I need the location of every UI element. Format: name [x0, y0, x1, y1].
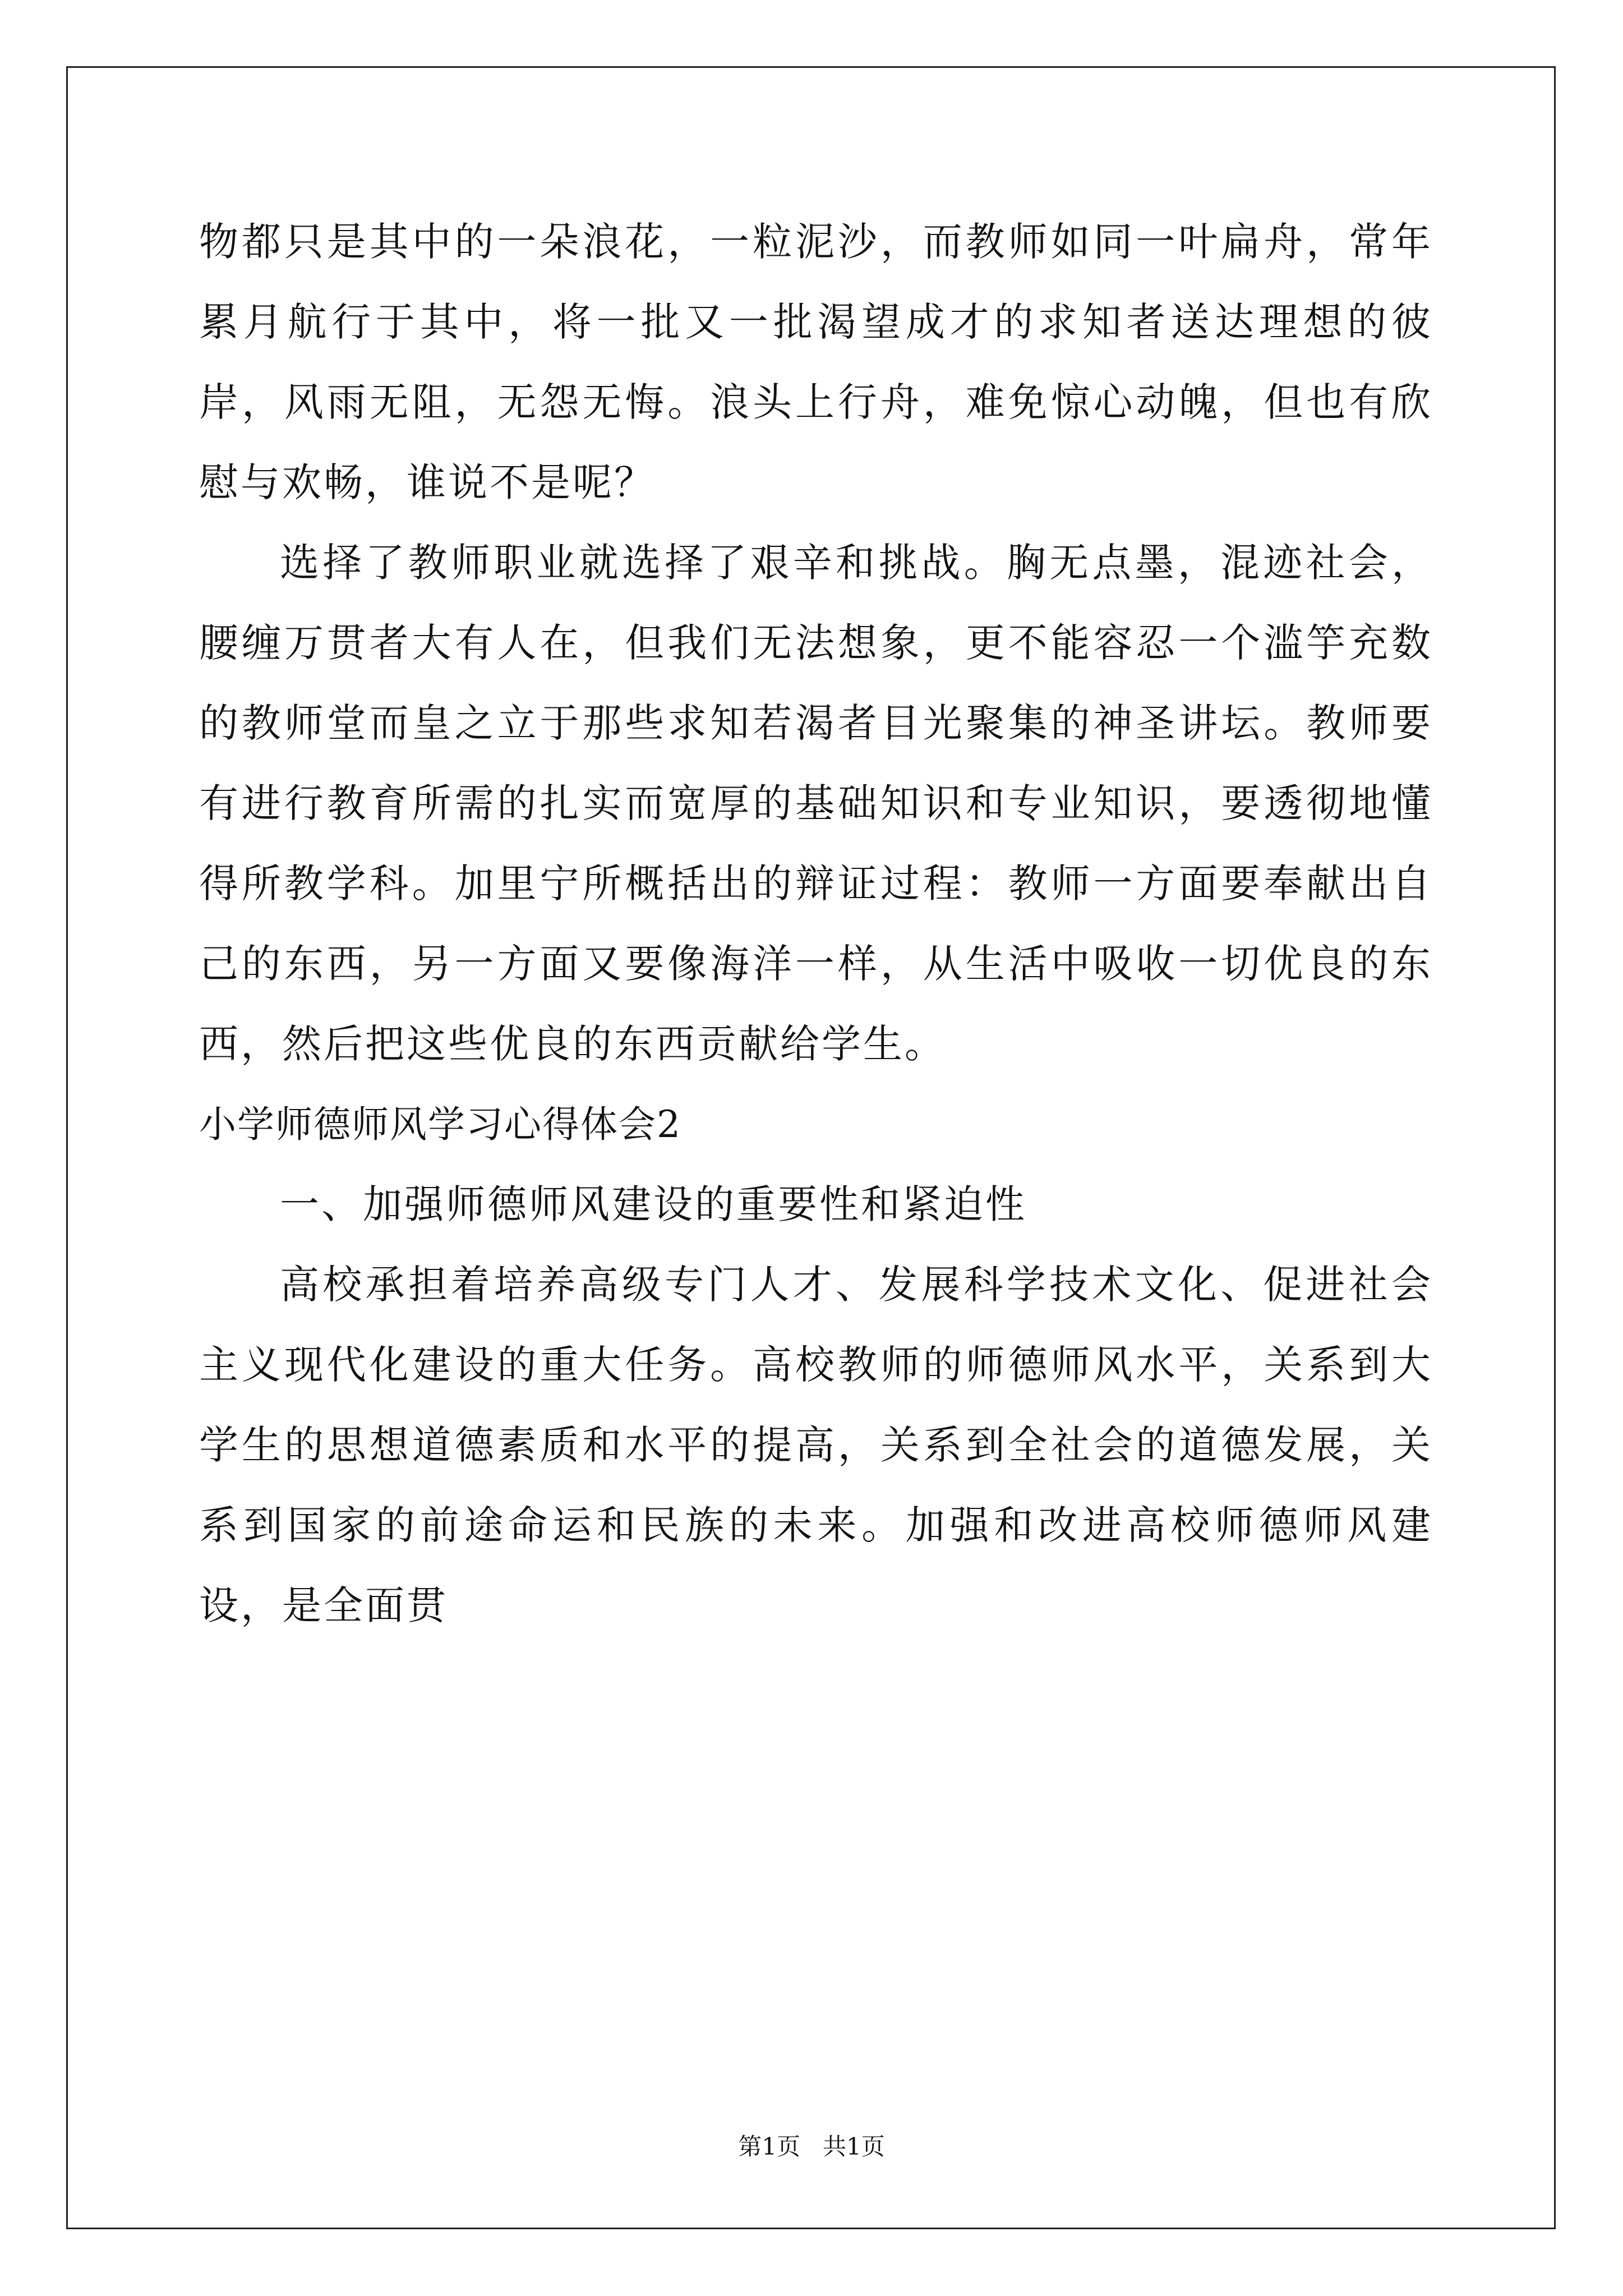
subsection-heading: 一、加强师德师风建设的重要性和紧迫性 — [280, 1181, 1027, 1227]
page-footer — [0, 2130, 1623, 2164]
page-number: 第1页 — [738, 2133, 800, 2160]
document-body — [199, 202, 1433, 1646]
page-total: 共1页 — [823, 2133, 885, 2160]
paragraph-1: 物都只是其中的一朵浪花，一粒泥沙，而教师如同一叶扁舟，常年累月航行于其中，将一批又一批渴望成才的求知者送达理想的彼岸，风雨无阻，无怨无悔。浪头上行舟，难免惊心动魄，但也有欣慰与欢畅，谁说不是呢？ — [199, 219, 1433, 505]
paragraph-2: 选择了教师职业就选择了艰辛和挑战。胸无点墨，混迹社会，腰缠万贯者大有人在，但我们无法想象，更不能容忍一个滥竽充数的教师堂而皇之立于那些求知若渴者目光聚集的神圣讲坛。教师要有进行教育所需的扎实而宽厚的基础知识和专业知识，要透彻地懂得所教学科。加里宁所概括出的辩证过程：教师一方面要奉献出自己的东西，另一方面又要像海洋一样，从生活中吸收一切优良的东西，然后把这些优良的东西贡献给学生。 — [199, 540, 1433, 1067]
section-title: 小学师德师风学习心得体会2 — [199, 1103, 681, 1146]
paragraph-3: 高校承担着培养高级专门人才、发展科学技术文化、促进社会主义现代化建设的重大任务。高校教师的师德师风水平，关系到大学生的思想道德素质和水平的提高，关系到全社会的道德发展，关系到国家的前途命运和民族的未来。加强和改进高校师德师风建设，是全面贯 — [199, 1262, 1433, 1628]
